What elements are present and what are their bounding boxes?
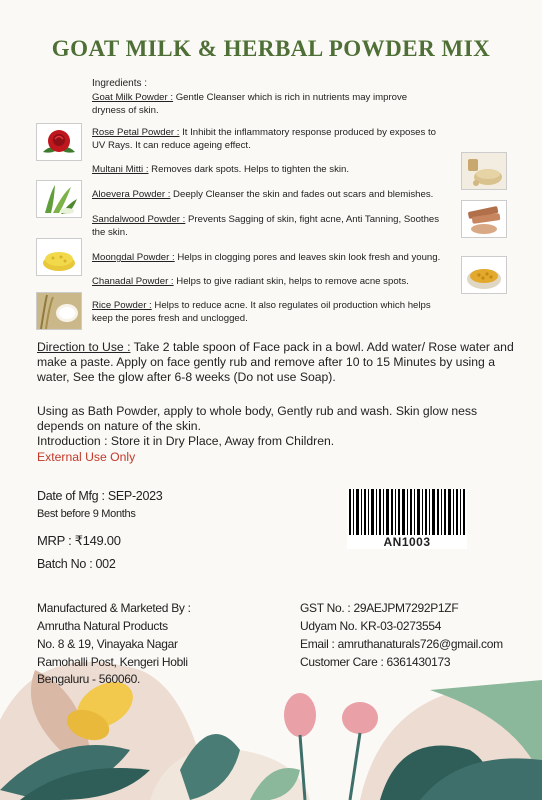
introduction-text: Introduction : Store it in Dry Place, Away from Children. [37, 434, 335, 448]
udyam-number: Udyam No. KR-03-0273554 [300, 619, 442, 633]
ingredients-heading: Ingredients : [92, 78, 148, 89]
direction-to-use: Direction to Use : Take 2 table spoon of Face pack in a bowl. Add water/ Rose water and make a paste. Apply on face gently rub and remove after 10 to 15 Minutes by using a water, See the glow after 6-8 weeks (Do not use Soap). [37, 340, 514, 384]
mfg-date: Date of Mfg : SEP-2023 [37, 489, 163, 503]
ingredient-moongdal: Moongdal Powder : Helps in clogging pores and leaves skin look fresh and young. [92, 252, 441, 263]
best-before: Best before 9 Months [37, 508, 136, 520]
manufacturer-line: No. 8 & 19, Vinayaka Nagar [37, 637, 178, 651]
email-address: Email : amruthanaturals726@gmail.com [300, 637, 503, 651]
ingredient-rice: Rice Powder : Helps to reduce acne. It also regulates oil production which helps keep the pores fresh and unclogged. [92, 300, 431, 324]
aloevera-icon [36, 180, 82, 218]
chanadal-icon [461, 256, 507, 294]
multani-mitti-icon [461, 152, 507, 190]
ingredient-multani-mitti: Multani Mitti : Removes dark spots. Helps to tighten the skin. [92, 164, 350, 175]
external-use-label: External Use Only [37, 450, 136, 464]
manufacturer-line: Amrutha Natural Products [37, 619, 168, 633]
page-title: GOAT MILK & HERBAL POWDER MIX [51, 36, 491, 61]
moongdal-icon [36, 238, 82, 276]
manufacturer-line: Ramohalli Post, Kengeri Hobli [37, 655, 188, 669]
ingredient-rose-petal: Rose Petal Powder : It Inhibit the inflammatory response produced by exposes to UV Rays. It can reduce ageing effect. [92, 127, 436, 151]
rose-icon [36, 123, 82, 161]
ingredient-aloevera: Aloevera Powder : Deeply Cleanser the skin and fades out scars and blemishes. [92, 189, 434, 200]
ingredient-sandalwood: Sandalwood Powder : Prevents Sagging of skin, fight acne, Anti Tanning, Soothes the skin. [92, 214, 440, 238]
sandalwood-icon [461, 200, 507, 238]
ingredient-chanadal: Chanadal Powder : Helps to give radiant skin, helps to remove acne spots. [92, 276, 409, 287]
barcode-number: AN1003 [347, 535, 467, 549]
manufacturer-heading: Manufactured & Marketed By : [37, 601, 191, 615]
manufacturer-line: Bengaluru - 560060. [37, 672, 141, 686]
batch-number: Batch No : 002 [37, 557, 116, 571]
gst-number: GST No. : 29AEJPM7292P1ZF [300, 601, 459, 615]
bath-powder-text: Using as Bath Powder, apply to whole body, Gently rub and wash. Skin glow ness depends on nature of the skin. [37, 404, 478, 433]
customer-care: Customer Care : 6361430173 [300, 655, 451, 669]
barcode-icon [347, 489, 467, 535]
ingredient-goat-milk: Goat Milk Powder : Gentle Cleanser which is rich in nutrients may improve dryness of skin. [92, 92, 408, 116]
mrp-price: MRP : ₹149.00 [37, 533, 121, 548]
rice-icon [36, 292, 82, 330]
